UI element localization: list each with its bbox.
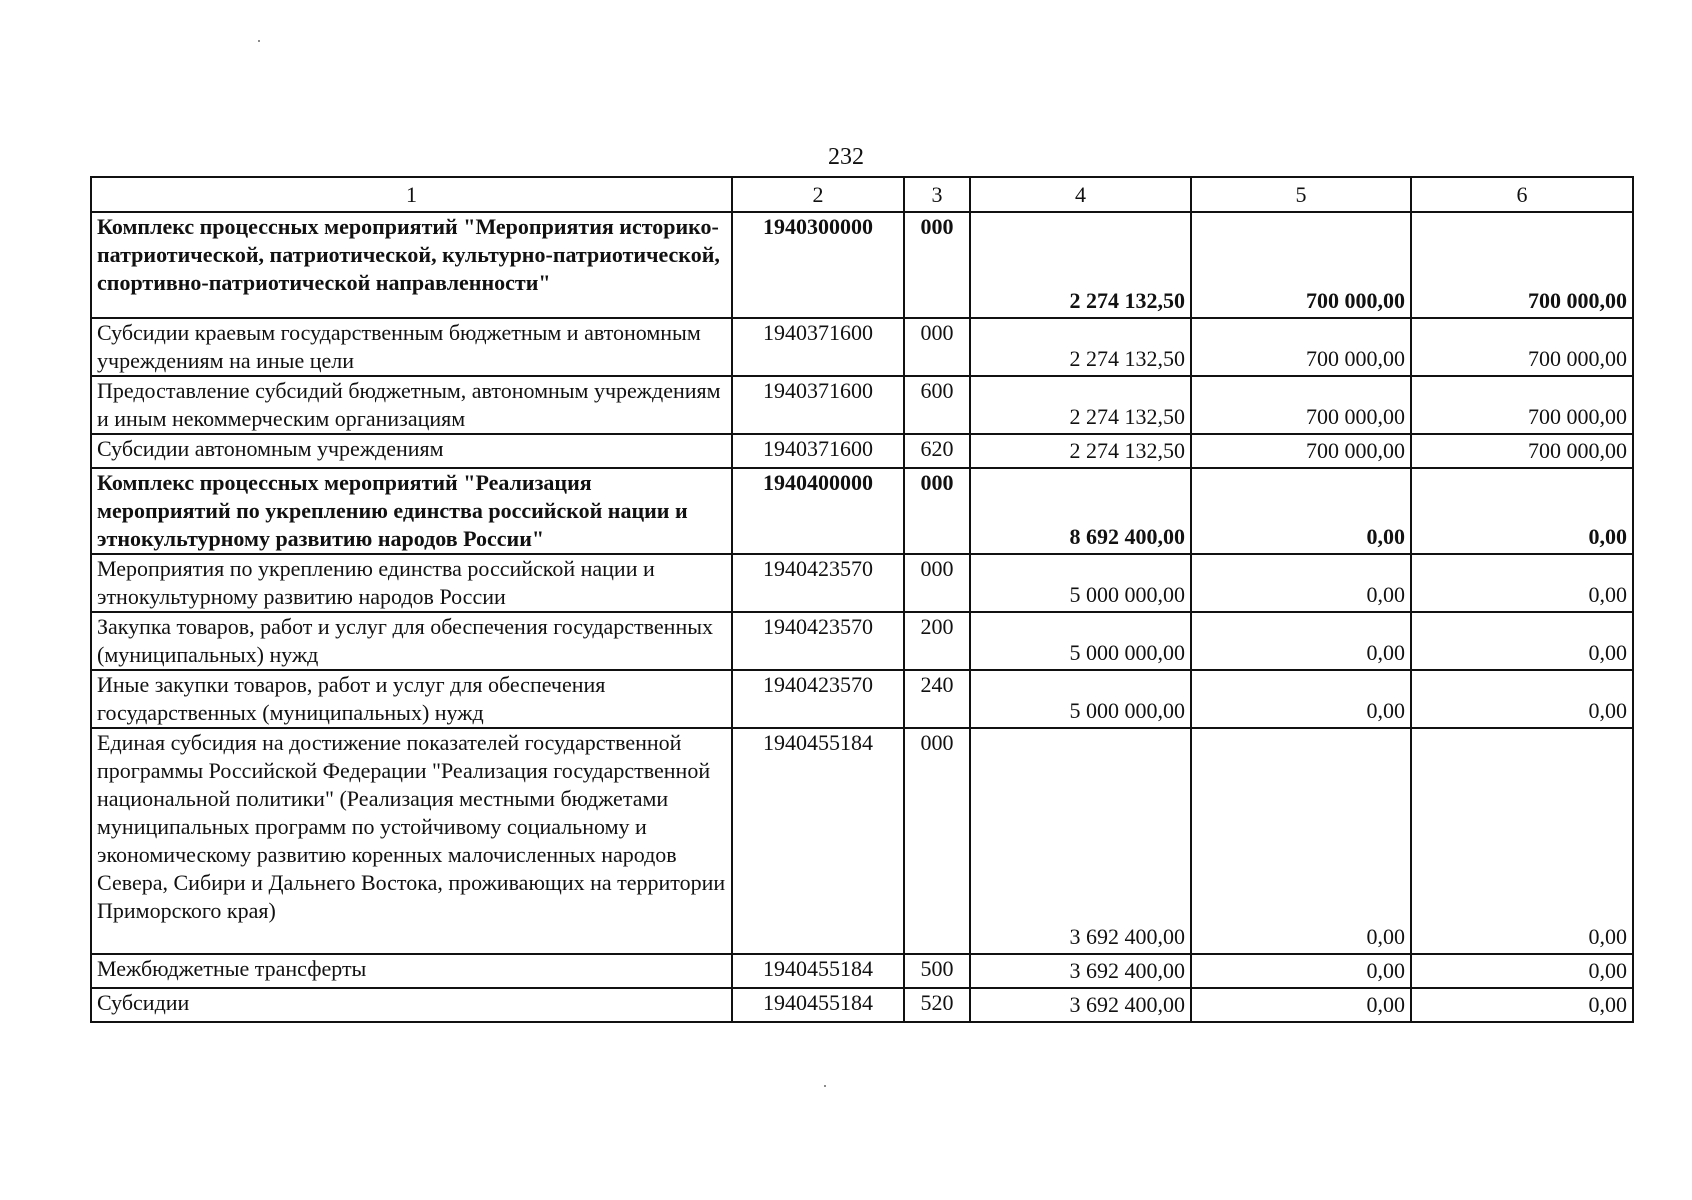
row-expense-type: 600: [904, 376, 970, 434]
row-amount-col6: 700 000,00: [1411, 434, 1633, 468]
row-name: Предоставление субсидий бюджетным, автономным учреждениям и иным некоммерческим организациям: [91, 376, 732, 434]
row-name: Межбюджетные трансферты: [91, 954, 732, 988]
column-header-3: 3: [904, 177, 970, 212]
row-code: 1940455184: [732, 988, 904, 1022]
table-row: [91, 468, 1633, 554]
column-header-5: 5: [1191, 177, 1411, 212]
row-name: Субсидии автономным учреждениям: [91, 434, 732, 468]
row-name: Комплекс процессных мероприятий "Реализация мероприятий по укреплению единства российской нации и этнокультурному развитию народов России": [91, 468, 732, 554]
row-amount-col4: 2 274 132,50: [970, 434, 1191, 468]
row-amount-col6: 0,00: [1411, 954, 1633, 988]
row-code: 1940423570: [732, 554, 904, 612]
budget-table: [90, 176, 1634, 1023]
row-code: 1940400000: [732, 468, 904, 554]
row-amount-col4: 5 000 000,00: [970, 612, 1191, 670]
row-name: Субсидии: [91, 988, 732, 1022]
row-name: Единая субсидия на достижение показателей государственной программы Российской Федерации "Реализация государственной национальной политики" (Реализация местными бюджетами муниципальных программ по устойчивому социальному и экономическому развитию коренных малочисленных народов Севера, Сибири и Дальнего Востока, проживающих на территории Приморского края): [91, 728, 732, 954]
row-amount-col5: 700 000,00: [1191, 318, 1411, 376]
row-expense-type: 000: [904, 318, 970, 376]
table-row: [91, 612, 1633, 670]
page-number: 232: [828, 144, 864, 170]
row-amount-col4: 5 000 000,00: [970, 554, 1191, 612]
table-row: [91, 670, 1633, 728]
row-amount-col5: 0,00: [1191, 954, 1411, 988]
row-expense-type: 000: [904, 468, 970, 554]
row-amount-col5: 700 000,00: [1191, 212, 1411, 318]
row-amount-col6: 700 000,00: [1411, 318, 1633, 376]
row-amount-col6: 0,00: [1411, 670, 1633, 728]
row-name: Мероприятия по укреплению единства российской нации и этнокультурному развитию народов России: [91, 554, 732, 612]
row-name: Комплекс процессных мероприятий "Мероприятия историко-патриотической, патриотической, культурно-патриотической, спортивно-патриотической направленности": [91, 212, 732, 318]
row-code: 1940455184: [732, 728, 904, 954]
row-amount-col6: 0,00: [1411, 728, 1633, 954]
row-code: 1940455184: [732, 954, 904, 988]
row-code: 1940371600: [732, 434, 904, 468]
row-expense-type: 500: [904, 954, 970, 988]
row-amount-col5: 0,00: [1191, 728, 1411, 954]
row-amount-col6: 700 000,00: [1411, 212, 1633, 318]
row-amount-col4: 8 692 400,00: [970, 468, 1191, 554]
header-row: [91, 177, 1633, 212]
scan-speck: [258, 40, 260, 42]
table-header: [91, 177, 1633, 212]
row-amount-col5: 0,00: [1191, 612, 1411, 670]
row-expense-type: 000: [904, 554, 970, 612]
row-expense-type: 240: [904, 670, 970, 728]
row-name: Иные закупки товаров, работ и услуг для обеспечения государственных (муниципальных) нужд: [91, 670, 732, 728]
row-code: 1940423570: [732, 670, 904, 728]
row-code: 1940371600: [732, 376, 904, 434]
table-row: [91, 988, 1633, 1022]
row-amount-col4: 3 692 400,00: [970, 954, 1191, 988]
row-amount-col5: 700 000,00: [1191, 376, 1411, 434]
row-amount-col6: 0,00: [1411, 988, 1633, 1022]
row-expense-type: 620: [904, 434, 970, 468]
row-amount-col6: 700 000,00: [1411, 376, 1633, 434]
row-amount-col5: 700 000,00: [1191, 434, 1411, 468]
row-amount-col5: 0,00: [1191, 468, 1411, 554]
row-name: Субсидии краевым государственным бюджетным и автономным учреждениям на иные цели: [91, 318, 732, 376]
row-expense-type: 000: [904, 728, 970, 954]
table-row: [91, 728, 1633, 954]
row-amount-col6: 0,00: [1411, 468, 1633, 554]
table-body: [91, 212, 1633, 1022]
table-row: [91, 554, 1633, 612]
column-header-1: 1: [91, 177, 732, 212]
row-amount-col5: 0,00: [1191, 670, 1411, 728]
row-code: 1940300000: [732, 212, 904, 318]
column-header-2: 2: [732, 177, 904, 212]
row-amount-col6: 0,00: [1411, 612, 1633, 670]
column-header-4: 4: [970, 177, 1191, 212]
row-expense-type: 200: [904, 612, 970, 670]
column-header-6: 6: [1411, 177, 1633, 212]
table-row: [91, 318, 1633, 376]
row-amount-col4: 3 692 400,00: [970, 728, 1191, 954]
row-expense-type: 520: [904, 988, 970, 1022]
row-amount-col4: 2 274 132,50: [970, 212, 1191, 318]
row-name: Закупка товаров, работ и услуг для обеспечения государственных (муниципальных) нужд: [91, 612, 732, 670]
row-code: 1940371600: [732, 318, 904, 376]
row-amount-col6: 0,00: [1411, 554, 1633, 612]
row-amount-col4: 2 274 132,50: [970, 318, 1191, 376]
table-row: [91, 954, 1633, 988]
row-amount-col4: 2 274 132,50: [970, 376, 1191, 434]
row-amount-col4: 3 692 400,00: [970, 988, 1191, 1022]
table-row: [91, 212, 1633, 318]
row-expense-type: 000: [904, 212, 970, 318]
row-amount-col5: 0,00: [1191, 554, 1411, 612]
row-code: 1940423570: [732, 612, 904, 670]
row-amount-col4: 5 000 000,00: [970, 670, 1191, 728]
scan-speck: [824, 1085, 826, 1087]
table-row: [91, 434, 1633, 468]
row-amount-col5: 0,00: [1191, 988, 1411, 1022]
table-row: [91, 376, 1633, 434]
